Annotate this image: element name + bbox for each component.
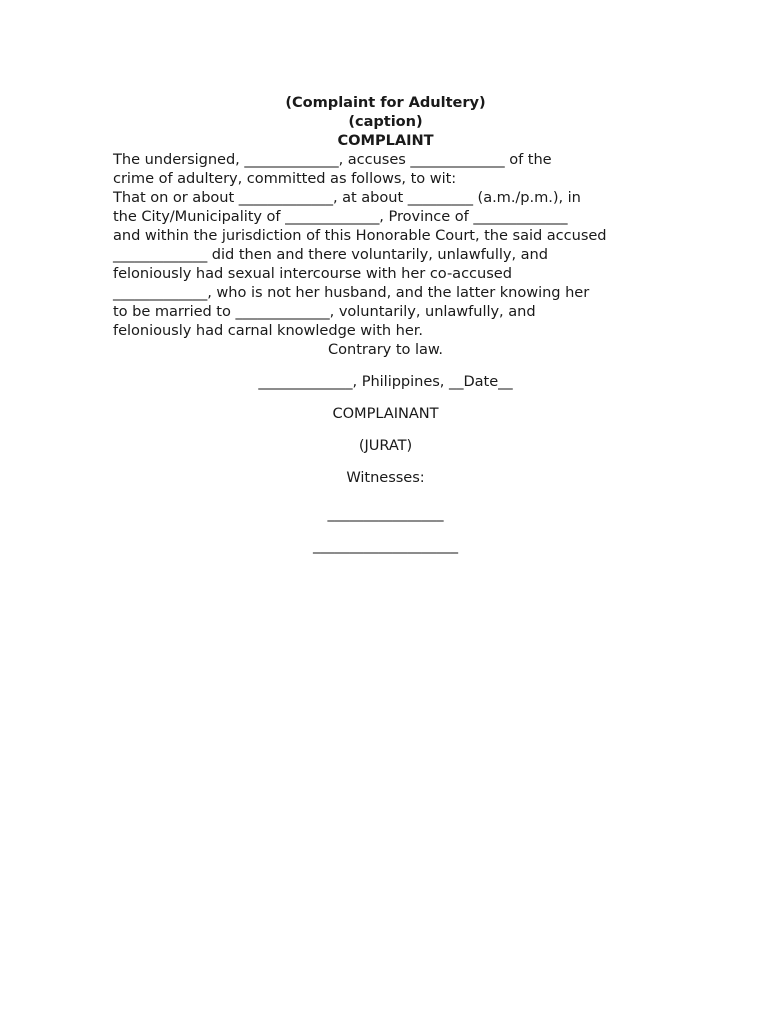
body-line: That on or about _____________, at about _________ (a.m./p.m.), in bbox=[113, 189, 581, 206]
witness-signature-line: ________________ bbox=[327, 505, 444, 522]
body-line: The undersigned, _____________, accuses _____________ of the bbox=[113, 151, 552, 168]
complainant-label: COMPLAINANT bbox=[332, 405, 439, 422]
body-line: and within the jurisdiction of this Honorable Court, the said accused bbox=[113, 227, 607, 244]
document-title: (Complaint for Adultery) bbox=[285, 94, 486, 111]
witnesses-label: Witnesses: bbox=[346, 469, 425, 486]
contrary-to-law: Contrary to law. bbox=[327, 341, 444, 358]
body-line: _____________, who is not her husband, and the latter knowing her bbox=[113, 284, 590, 301]
document-page bbox=[113, 93, 658, 555]
document-heading: COMPLAINT bbox=[337, 132, 434, 149]
document-caption: (caption) bbox=[348, 113, 423, 130]
body-line: the City/Municipality of _____________, Province of _____________ bbox=[113, 208, 568, 225]
witness-signature-line: ____________________ bbox=[313, 537, 458, 554]
body-line: feloniously had sexual intercourse with her co-accused bbox=[113, 265, 512, 282]
jurat-label: (JURAT) bbox=[358, 437, 413, 454]
body-line: feloniously had carnal knowledge with her. bbox=[113, 322, 423, 339]
place-date-line: _____________, Philippines, __Date__ bbox=[258, 373, 513, 390]
body-line: _____________ did then and there voluntarily, unlawfully, and bbox=[113, 246, 548, 263]
body-line: crime of adultery, committed as follows, to wit: bbox=[113, 170, 457, 187]
complaint-body bbox=[113, 150, 658, 340]
body-line: to be married to _____________, voluntarily, unlawfully, and bbox=[113, 303, 536, 320]
